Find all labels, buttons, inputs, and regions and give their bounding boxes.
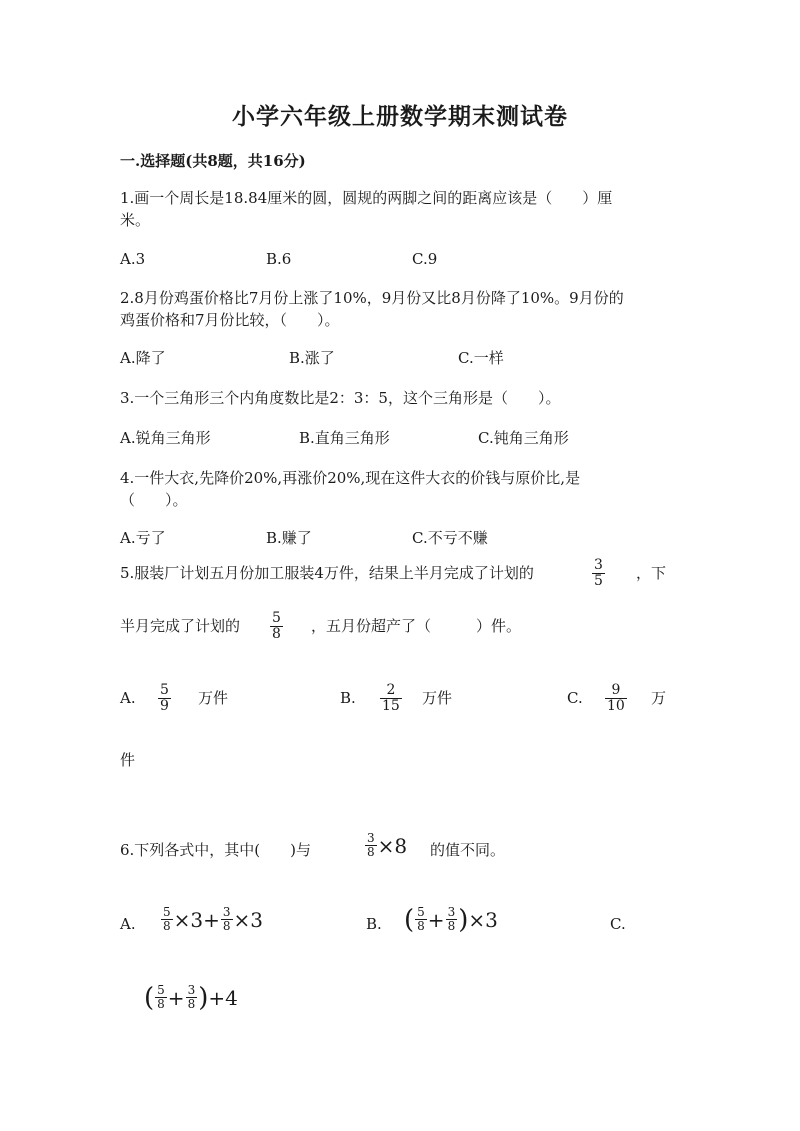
- q3-option-c: C.钝角三角形: [478, 429, 569, 447]
- q2-option-a: A.降了: [120, 349, 166, 367]
- q5-option-a-unit: 万件: [198, 689, 229, 707]
- q5-option-c-unit-part2: 件: [120, 751, 136, 769]
- q6-b-frac2-num: 3: [447, 905, 456, 919]
- q6-text-end: 的值不同。: [430, 841, 506, 859]
- q5-frac2-numerator: 5: [272, 610, 281, 626]
- q4-option-c: C.不亏不赚: [412, 529, 488, 547]
- q6-expr-multiplier: ×8: [377, 833, 408, 858]
- q6-c-frac2-num: 3: [187, 983, 196, 997]
- q5-option-c-label: C.: [567, 689, 583, 707]
- q5-text-line2-end: ，五月份超产了（ ）件。: [311, 617, 522, 635]
- q3-option-b: B.直角三角形: [299, 429, 390, 447]
- q6-c-frac2-den: 8: [187, 997, 196, 1011]
- q2-text-line2: 鸡蛋价格和7月份比较，（ ）。: [120, 311, 340, 329]
- q5-option-b-denominator: 15: [382, 698, 400, 714]
- q4-text-line2: （ ）。: [120, 491, 188, 509]
- q6-c-frac1-den: 8: [157, 997, 165, 1011]
- q6-option-a-label: A.: [120, 915, 136, 933]
- q6-option-c-expression: [144, 984, 238, 1011]
- q6-b-frac1-den: 8: [417, 919, 425, 933]
- q6-b-frac1-num: 5: [417, 905, 425, 919]
- q5-frac2-denominator: 8: [272, 626, 281, 642]
- q5-frac1-denominator: 5: [594, 573, 603, 589]
- q5-text-line1: 5.服装厂计划五月份加工服装4万件，结果上半月完成了计划的: [120, 564, 534, 582]
- q6-option-c-label: C.: [610, 915, 626, 933]
- q5-option-c-denominator: 10: [607, 698, 625, 714]
- q6-a-op1: ×3+: [173, 907, 220, 932]
- q5-option-a-fraction: [158, 683, 171, 714]
- q6-expression: [364, 832, 407, 859]
- q4-text-line1: 4.一件大衣,先降价20%,再涨价20%,现在这件大衣的价钱与原价比,是: [120, 469, 581, 487]
- q6-a-op2: ×3: [233, 907, 264, 932]
- q1-option-a: A.3: [120, 250, 146, 268]
- q3-text: 3.一个三角形三个内角度数比是2：3：5，这个三角形是（ ）。: [120, 389, 561, 407]
- q5-option-c-fraction: [605, 683, 627, 714]
- q3-option-a: A.锐角三角形: [120, 429, 211, 447]
- q5-option-b-numerator: 2: [386, 682, 396, 698]
- q4-option-a: A.亏了: [120, 529, 166, 547]
- q2-option-c: C.一样: [458, 349, 504, 367]
- q6-a-frac1-den: 8: [163, 919, 171, 933]
- q5-fraction-second-half: [270, 611, 283, 642]
- q6-a-frac2-num: 3: [222, 905, 231, 919]
- section-heading: 一.选择题(共8题，共16分): [120, 152, 306, 170]
- q6-c-plus: +: [167, 985, 185, 1010]
- page-title: 小学六年级上册数学期末测试卷: [232, 103, 568, 130]
- q6-a-frac1-num: 5: [163, 905, 171, 919]
- q5-option-a-denominator: 9: [160, 698, 169, 714]
- q6-option-b-expression: [404, 906, 498, 933]
- q2-text-line1: 2.8月份鸡蛋价格比7月份上涨了10%，9月份又比8月份降了10%。9月份的: [120, 289, 624, 307]
- q6-expr-numerator: 3: [367, 831, 375, 845]
- q1-option-b: B.6: [266, 250, 292, 268]
- q5-option-b-fraction: [380, 683, 402, 714]
- q4-option-b: B.赚了: [266, 529, 312, 547]
- q5-option-c-numerator: 9: [611, 682, 621, 698]
- q6-option-a-expression: [160, 906, 263, 933]
- q1-option-c: C.9: [412, 250, 438, 268]
- q5-option-a-numerator: 5: [160, 682, 169, 698]
- q5-option-b-unit: 万件: [422, 689, 453, 707]
- q5-option-b-label: B.: [340, 689, 356, 707]
- q6-c-close-paren: ): [198, 982, 209, 1013]
- q6-b-plus: +: [427, 907, 445, 932]
- q6-c-rest: +4: [208, 985, 238, 1010]
- q6-a-frac2-den: 8: [222, 919, 231, 933]
- q6-expr-denominator: 8: [367, 845, 375, 859]
- q6-text-start: 6.下列各式中，其中( )与: [120, 841, 312, 859]
- q6-b-close-paren: ): [458, 904, 469, 935]
- q2-option-b: B.涨了: [289, 349, 335, 367]
- q1-text-line2: 米。: [120, 211, 151, 229]
- q6-c-open-paren: (: [144, 982, 155, 1013]
- q5-text-line2-start: 半月完成了计划的: [120, 617, 241, 635]
- q5-text-line1-end: ，下: [636, 564, 667, 582]
- q5-option-a-label: A.: [120, 689, 136, 707]
- q6-c-frac1-num: 5: [157, 983, 165, 997]
- q5-fraction-first-half: [592, 558, 605, 589]
- q1-text-line1: 1.画一个周长是18.84厘米的圆，圆规的两脚之间的距离应该是（ ）厘: [120, 189, 613, 207]
- q6-b-open-paren: (: [404, 904, 415, 935]
- q5-option-c-unit-part1: 万: [651, 689, 667, 707]
- q5-frac1-numerator: 3: [594, 557, 603, 573]
- q6-option-b-label: B.: [366, 915, 382, 933]
- q6-b-frac2-den: 8: [447, 919, 456, 933]
- q6-b-rest: ×3: [468, 907, 498, 932]
